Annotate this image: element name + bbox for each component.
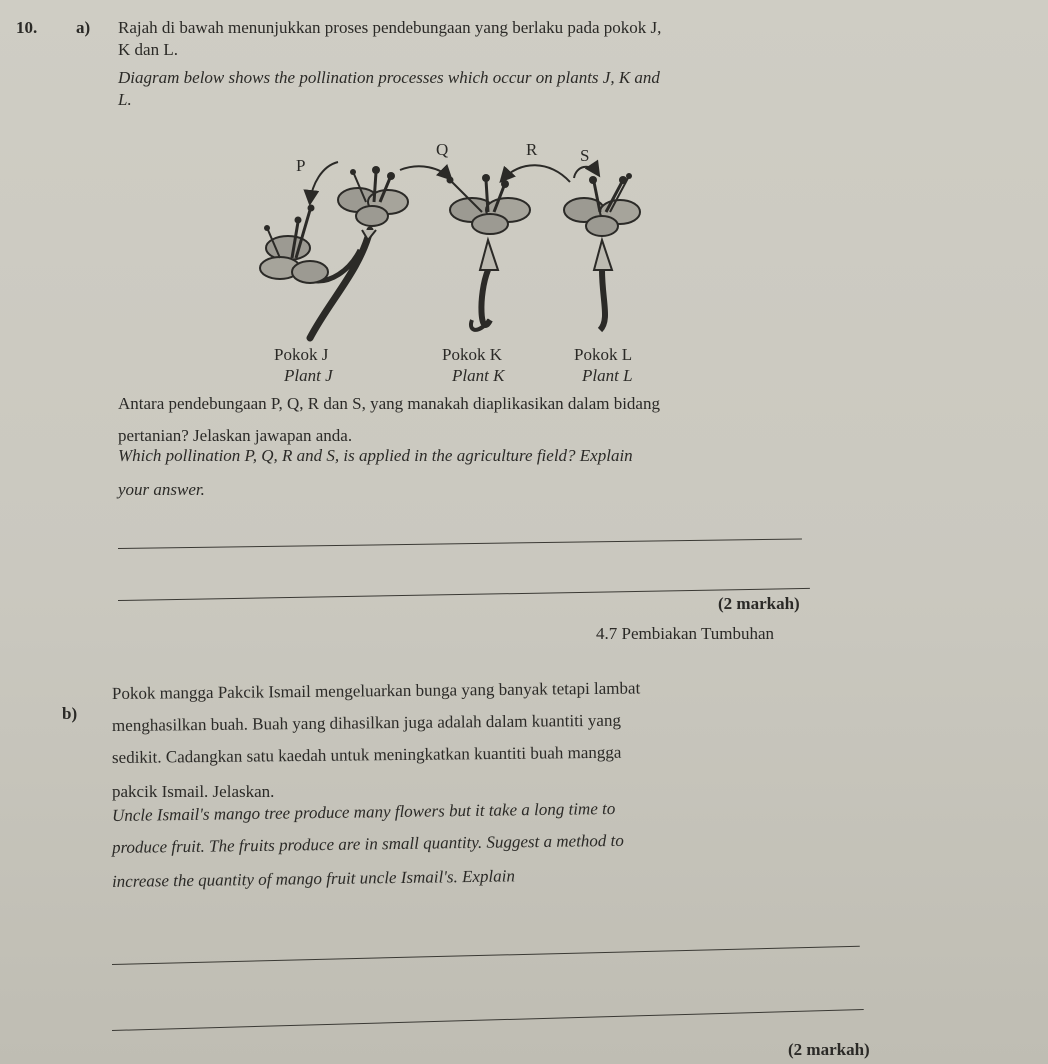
part-a-label: a)	[76, 18, 91, 37]
answer-line-a2[interactable]	[118, 588, 810, 601]
plant-k-caption-en: Plant K	[452, 366, 505, 385]
question-number: 10.	[16, 18, 38, 37]
part-a-marks: (2 markah)	[718, 594, 800, 613]
label-r: R	[526, 140, 538, 159]
plant-k-flower	[447, 174, 531, 270]
plant-j-stem	[310, 230, 370, 338]
part-b-en-line3: increase the quantity of mango fruit uncle Ismail's. Explain	[111, 866, 516, 891]
arrow-p	[310, 162, 338, 202]
part-b-ms-line2: menghasilkan buah. Buah yang dihasilkan juga adalah dalam kuantiti yang	[111, 710, 621, 735]
part-a-question-en-line1: Which pollination P, Q, R and S, is applied in the agriculture field? Explain	[118, 446, 633, 465]
part-b-marks: (2 markah)	[788, 1040, 870, 1059]
plant-l-flower	[564, 173, 640, 270]
part-a-question-ms-line2: pertanian? Jelaskan jawapan anda.	[118, 426, 353, 445]
label-s: S	[580, 146, 590, 165]
part-a-en-line1: Diagram below shows the pollination processes which occur on plants J, K and	[118, 68, 660, 87]
plant-j-lower-flower	[260, 205, 328, 284]
part-b-ms-line4: pakcik Ismail. Jelaskan.	[112, 782, 275, 801]
part-b-label: b)	[62, 704, 78, 723]
answer-line-b2[interactable]	[112, 1009, 864, 1031]
part-a-question-ms-line1: Antara pendebungaan P, Q, R dan S, yang manakah diaplikasikan dalam bidang	[118, 394, 660, 413]
arrow-r	[502, 165, 570, 182]
plant-l-caption-en: Plant L	[582, 366, 633, 385]
part-a-en-line2: L.	[118, 90, 132, 109]
answer-line-a1[interactable]	[118, 538, 802, 549]
part-b-ms-line3: sedikit. Cadangkan satu kaedah untuk meningkatkan kuantiti buah mangga	[111, 742, 622, 767]
part-b-en-line1: Uncle Ismail's mango tree produce many flowers but it take a long time to	[111, 798, 616, 825]
part-b-ms-line1: Pokok mangga Pakcik Ismail mengeluarkan bunga yang banyak tetapi lambat	[111, 678, 641, 703]
plant-l-caption-ms: Pokok L	[574, 345, 633, 364]
plant-l-stem	[600, 270, 605, 330]
plant-j-caption-en: Plant J	[284, 366, 333, 385]
plant-k-stem	[481, 270, 490, 325]
label-q: Q	[436, 140, 449, 159]
section-footer: 4.7 Pembiakan Tumbuhan	[596, 624, 775, 643]
arrow-q	[400, 166, 450, 178]
answer-line-b1[interactable]	[112, 946, 860, 965]
part-b-en-line2: produce fruit. The fruits produce are in small quantity. Suggest a method to	[111, 830, 624, 857]
plant-j-caption-ms: Pokok J	[274, 345, 329, 364]
part-a-question-en-line2: your answer.	[118, 480, 205, 499]
part-a-ms-line2: K dan L.	[118, 40, 178, 59]
plant-k-caption-ms: Pokok K	[442, 345, 502, 364]
part-a-ms-line1: Rajah di bawah menunjukkan proses pendebungaan yang berlaku pada pokok J,	[118, 18, 662, 37]
label-p: P	[296, 156, 306, 175]
